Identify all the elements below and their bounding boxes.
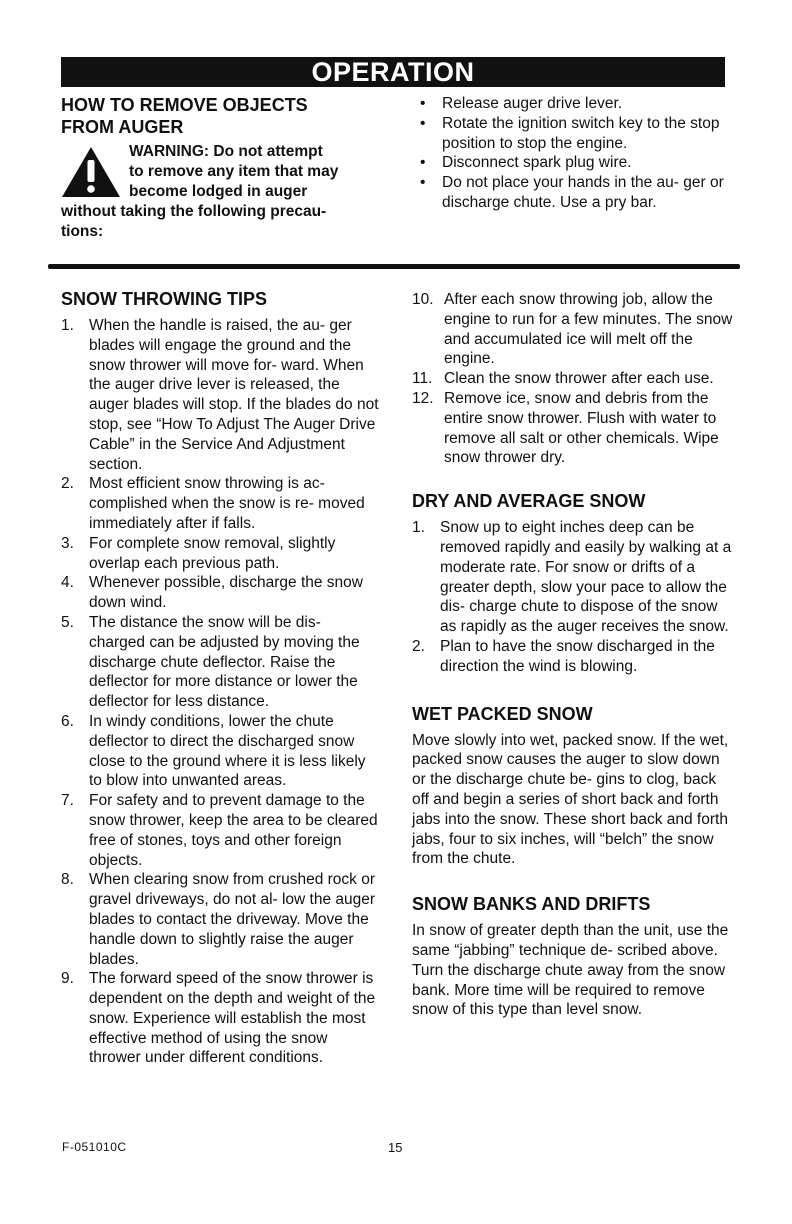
tip-item: 5. The distance the snow will be dis- charged can be adjusted by moving the discharge chute deflector. Raise the deflector for more distance or lower the deflector for less distance. — [61, 613, 360, 711]
tip-item: 4. Whenever possible, discharge the snow down wind. — [61, 574, 363, 612]
precaution-item: • Disconnect spark plug wire. — [410, 153, 732, 173]
snow-banks-title: SNOW BANKS AND DRIFTS — [412, 894, 651, 915]
tip-item: 11. Clean the snow thrower after each use. — [412, 370, 714, 388]
remove-objects-title-1: HOW TO REMOVE OBJECTS — [61, 95, 308, 115]
remove-objects-title-2: FROM AUGER — [61, 117, 184, 137]
tip-item: 9. The forward speed of the snow thrower is dependent on the depth and weight of the snow. Experience will establish the most effective method of using the snow thrower under different conditions. — [61, 970, 376, 1067]
precaution-item: • Do not place your hands in the au- ger or discharge chute. Use a pry bar. — [410, 173, 732, 213]
tip-item: 7. For safety and to prevent damage to the snow thrower, keep the area to be cleared free of stones, toys and other foreign objects. — [61, 792, 378, 869]
dry-snow-item: 1. Snow up to eight inches deep can be removed rapidly and easily by walking at a moderate rate. For snow or drifts of a greater depth, slow your pace to allow the dis- charge chute to dispose of the snow as rapidly as the auger receives the snow. — [412, 519, 732, 636]
tip-item: 6. In windy conditions, lower the chute deflector to direct the discharged snow close to the ground where it is less likely to blow into unwanted areas. — [61, 712, 366, 790]
warning-text-3: become lodged in auger — [129, 183, 308, 200]
warning-text-4: without taking the following precau- — [61, 203, 327, 220]
section-banner: OPERATION — [61, 57, 725, 87]
tip-item: 8. When clearing snow from crushed rock or gravel driveways, do not al- low the auger blades to contact the driveway. Move the handle down to slightly raise the auger blades. — [61, 871, 376, 968]
wet-snow-text: Move slowly into wet, packed snow. If the wet, packed snow causes the auger to slow down or the discharge chute be- gins to clog, back off and begin a series of short back and forth jabs into the snow. These short back and forth jabs, four to six inches, will “belch” the snow from the chute. — [412, 731, 729, 868]
tip-item: 2. Most efficient snow throwing is ac- complished when the snow is re- moved immediately after if falls. — [61, 475, 365, 532]
warning-block — [61, 142, 381, 242]
snow-banks-text: In snow of greater depth than the unit, use the same “jabbing” technique de- scribed above. Turn the discharge chute away from the snow bank. More time will be required to remove snow of this type than level snow. — [412, 922, 729, 1019]
snow-throwing-tips-section — [61, 288, 379, 1068]
document-code: F-051010C — [62, 1140, 127, 1154]
tip-item: 12. Remove ice, snow and debris from the entire snow thrower. Flush with water to remove all salt or other chemicals. Wipe snow thrower dry. — [412, 389, 719, 467]
wet-snow-title: WET PACKED SNOW — [412, 703, 593, 724]
remove-objects-section — [61, 94, 381, 242]
snow-throwing-tips-title: SNOW THROWING TIPS — [61, 289, 267, 309]
warning-text-5: tions: — [61, 223, 104, 240]
section-divider — [48, 264, 740, 269]
tip-item: 10. After each snow throwing job, allow the engine to run for a few minutes. The snow and accumulated ice will melt off the engine. — [412, 291, 733, 368]
dry-snow-title: DRY AND AVERAGE SNOW — [412, 491, 646, 512]
dry-snow-item: 2. Plan to have the snow discharged in the direction the wind is blowing. — [412, 637, 715, 675]
precaution-item: • Rotate the ignition switch key to the stop position to stop the engine. — [410, 114, 732, 154]
warning-text-1: WARNING: Do not attempt — [129, 143, 323, 160]
precautions-list — [410, 94, 732, 213]
warning-triangle-icon — [61, 146, 121, 198]
page-number: 15 — [388, 1140, 403, 1155]
tip-item: 3. For complete snow removal, slightly overlap each previous path. — [61, 534, 336, 572]
tip-item: 1. When the handle is raised, the au- ger blades will engage the ground and the snow thrower will move for- ward. When the auger drive lever is released, the auger blades will stop. If the blades do not stop, see “How To Adjust The Auger Drive Cable” in the Service And Adjustment section. — [61, 317, 379, 473]
precaution-item: • Release auger drive lever. — [410, 94, 732, 114]
right-column — [412, 290, 734, 1020]
warning-text-2: to remove any item that may — [129, 163, 339, 180]
